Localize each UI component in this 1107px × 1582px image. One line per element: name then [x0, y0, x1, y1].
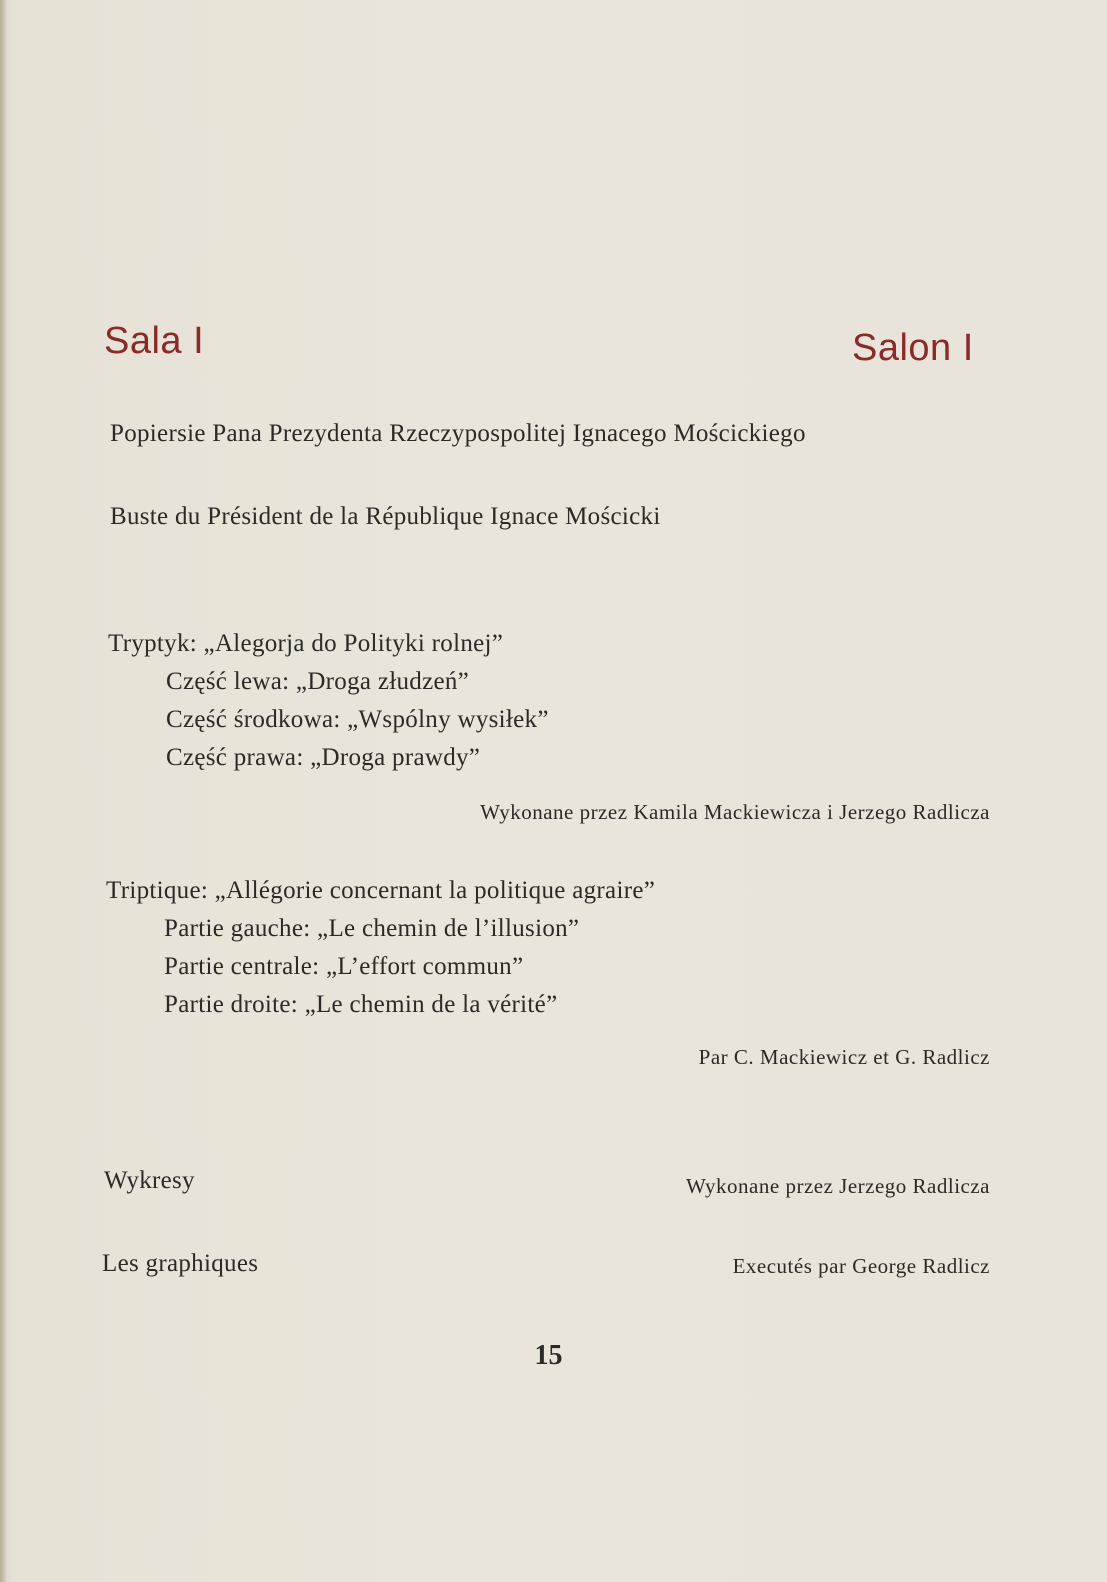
triptych-credit-french: Par C. Mackiewicz et G. Radlicz — [698, 1045, 990, 1069]
triptych-part-polish: Część środkowa: „Wspólny wysiłek” — [166, 706, 549, 733]
page-number: 15 — [534, 1340, 563, 1371]
triptych-part-polish: Część prawa: „Droga prawdy” — [166, 744, 481, 771]
triptych-title-french: Triptique: „Allégorie concernant la politique agraire” — [106, 877, 656, 904]
charts-label-french: Les graphiques — [102, 1250, 259, 1277]
triptych-title-polish: Tryptyk: „Alegorja do Polityki rolnej” — [108, 630, 504, 657]
bust-title-french: Buste du Président de la République Ignace Mościcki — [110, 503, 661, 530]
triptych-part-french: Partie gauche: „Le chemin de l’illusion” — [164, 915, 580, 942]
triptych-part-french: Partie droite: „Le chemin de la vérité” — [164, 991, 558, 1018]
triptych-credit-polish: Wykonane przez Kamila Mackiewicza i Jerzego Radlicza — [480, 800, 990, 824]
triptych-part-polish: Część lewa: „Droga złudzeń” — [166, 668, 470, 695]
heading-polish: Sala I — [104, 320, 205, 362]
bust-title-polish: Popiersie Pana Prezydenta Rzeczypospolitej Ignacego Mościckiego — [110, 420, 806, 447]
charts-label-polish: Wykresy — [104, 1167, 195, 1194]
charts-credit-french: Executés par George Radlicz — [732, 1254, 990, 1278]
heading-french: Salon I — [852, 327, 974, 369]
charts-credit-polish: Wykonane przez Jerzego Radlicza — [686, 1174, 990, 1198]
triptych-part-french: Partie centrale: „L’effort commun” — [164, 953, 524, 980]
